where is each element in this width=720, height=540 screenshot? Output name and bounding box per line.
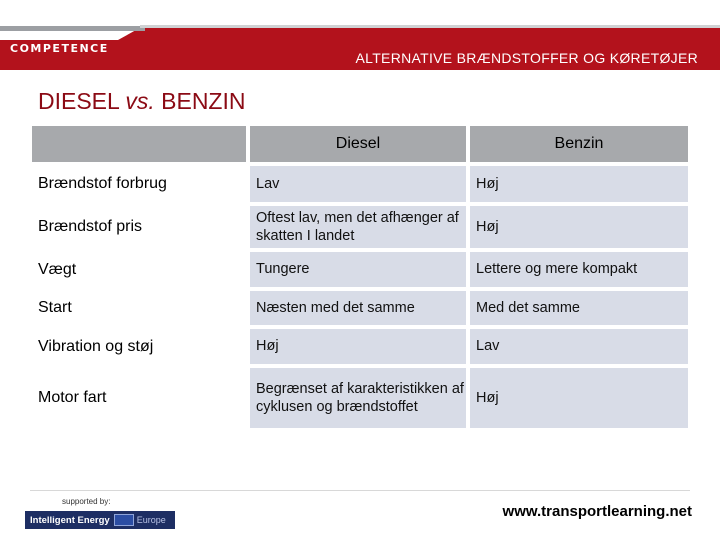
eu-flag-icon bbox=[114, 514, 134, 526]
diesel-value: Begrænset af karakteristikken af cyklusen og brændstoffet bbox=[250, 368, 466, 428]
footer-divider bbox=[30, 490, 690, 491]
table-row bbox=[32, 329, 688, 364]
benzin-value: Høj bbox=[470, 166, 688, 202]
benzin-value: Lav bbox=[470, 329, 688, 364]
diesel-value: Tungere bbox=[250, 252, 466, 287]
supported-by-label: supported by: bbox=[62, 497, 111, 506]
website-link[interactable]: www.transportlearning.net bbox=[502, 503, 692, 520]
sponsor-suffix: Europe bbox=[136, 515, 166, 525]
table-header-benzin: Benzin bbox=[470, 126, 688, 162]
table-row bbox=[32, 368, 688, 428]
row-label: Start bbox=[32, 291, 246, 325]
benzin-value: Høj bbox=[470, 206, 688, 248]
header-subtitle: ALTERNATIVE BRÆNDSTOFFER OG KØRETØJER bbox=[355, 50, 698, 66]
row-label: Motor fart bbox=[32, 368, 246, 428]
table-row bbox=[32, 252, 688, 287]
row-label: Brændstof pris bbox=[32, 206, 246, 248]
header-band bbox=[0, 22, 720, 72]
intelligent-energy-logo bbox=[25, 511, 175, 529]
table-row bbox=[32, 206, 688, 248]
table-header-empty bbox=[32, 126, 246, 162]
diesel-value: Næsten med det samme bbox=[250, 291, 466, 325]
benzin-value: Lettere og mere kompakt bbox=[470, 252, 688, 287]
benzin-value: Høj bbox=[470, 368, 688, 428]
row-label: Brændstof forbrug bbox=[32, 166, 246, 202]
row-label: Vibration og støj bbox=[32, 329, 246, 364]
brand-logo: COMPETENCE bbox=[10, 42, 109, 55]
diesel-value: Høj bbox=[250, 329, 466, 364]
diesel-value: Oftest lav, men det afhænger af skatten I landet bbox=[250, 206, 466, 248]
benzin-value: Med det samme bbox=[470, 291, 688, 325]
diesel-value: Lav bbox=[250, 166, 466, 202]
table-header-diesel: Diesel bbox=[250, 126, 466, 162]
page-title: DIESEL vs. BENZIN bbox=[38, 88, 246, 114]
table-row bbox=[32, 166, 688, 202]
row-label: Vægt bbox=[32, 252, 246, 287]
table-row bbox=[32, 291, 688, 325]
table-header-row bbox=[32, 126, 688, 162]
sponsor-name: Intelligent Energy bbox=[30, 514, 110, 526]
